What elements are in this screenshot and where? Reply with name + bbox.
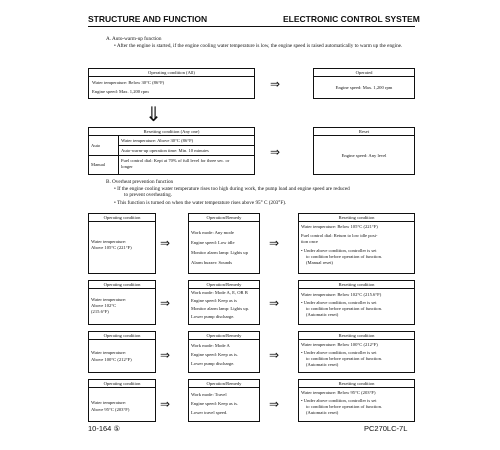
divider [188, 387, 260, 388]
operated-header: Operated [355, 70, 373, 75]
reset-line: Water temperature: Below 95°C (203°F) [301, 390, 376, 395]
section-b-bullet-1: • If the engine cooling water temperature rises too high during work, the pump load and engine speed are reduced [114, 186, 350, 192]
divider [188, 339, 260, 340]
remedy-line: Engine speed: Keep as is [191, 298, 237, 303]
col-operating-condition: Operating condition [103, 333, 141, 338]
section-b-bullet-2: • This function is turned on when the water temperature rises above 95° C (203°F). [114, 200, 287, 206]
remedy-line: Monitor alarm lamp: Lights up [191, 250, 248, 255]
header-rule [88, 26, 415, 27]
divider [188, 221, 260, 222]
divider [88, 221, 156, 222]
col-operation-remedy: Operation/Remedy [206, 215, 242, 220]
reset-line: (Automatic reset) [306, 410, 339, 415]
auto-operation-time: Auto-warm-up operation time: Min. 10 minutes [121, 148, 209, 153]
remedy-line: Work mode: Any mode [191, 230, 234, 235]
down-arrow-icon: ⇓ [145, 102, 162, 126]
divider [298, 288, 415, 289]
col-resetting-condition: Resetting condition [338, 215, 375, 220]
reset-line: • Under above condition, controller is set [301, 398, 377, 403]
remedy-line: Engine speed: Keep as is. [191, 352, 239, 357]
reset-line: (Automatic reset) [306, 362, 339, 367]
resetting-condition-header: Resetting condition (Any one) [143, 129, 200, 134]
right-arrow-icon: ⇒ [270, 145, 281, 159]
condition-line: Water temperature: [91, 297, 127, 302]
col-resetting-condition: Resetting condition [338, 333, 375, 338]
right-arrow-icon: ⇒ [269, 348, 280, 362]
remedy-line: Work mode: Mode A [191, 343, 230, 348]
divider [118, 135, 119, 175]
condition-line: Above 102°C [91, 303, 117, 308]
auto-water-temp: Water temperature: Above 30°C (86°F) [121, 138, 194, 143]
reset-line: • Under above condition, controller is set [301, 300, 377, 305]
op-water-temp: Water temperature: Below 30°C (86°F) [92, 80, 165, 85]
divider [88, 288, 156, 289]
manual-fuel-dial-cont: longer [121, 164, 133, 169]
reset-line: to condition before operation of function. [306, 404, 383, 409]
condition-line: Water temperature: [91, 239, 127, 244]
condition-line: Water temperature: [91, 350, 127, 355]
divider [88, 76, 255, 77]
right-arrow-icon: ⇒ [160, 348, 171, 362]
model-number: PC270LC-7L [364, 424, 408, 433]
right-arrow-icon: ⇒ [160, 296, 171, 310]
reset-engine-speed: Engine speed: Any level [341, 153, 387, 158]
divider [88, 387, 156, 388]
reset-line: Water temperature: Below 105°C (221°F) [301, 224, 378, 229]
remedy-line: Engine speed: Low idle [191, 240, 235, 245]
divider [313, 135, 415, 136]
reset-line: to condition before operation of function. [306, 306, 383, 311]
right-arrow-icon: ⇒ [269, 397, 280, 411]
section-b-bullet-1-cont: to prevent overheating. [124, 192, 172, 198]
divider [298, 339, 415, 340]
operating-condition-header: Operating condition (All) [148, 70, 195, 75]
reset-header: Reset [358, 129, 370, 134]
reset-line: tion once [301, 239, 318, 244]
divider [118, 145, 255, 146]
col-operation-remedy: Operation/Remedy [206, 333, 242, 338]
divider [88, 155, 255, 156]
reset-line: to condition before operation of function. [306, 254, 383, 259]
reset-line: Fuel control dial: Return to low idle posi- [301, 233, 378, 238]
divider [188, 288, 260, 289]
reset-line: • Under above condition, controller is set [301, 248, 377, 253]
reset-line: (Manual reset) [306, 260, 333, 265]
divider [88, 135, 255, 136]
right-arrow-icon: ⇒ [269, 296, 280, 310]
reset-line: • Under above condition, controller is set [301, 350, 377, 355]
col-resetting-condition: Resetting condition [338, 282, 375, 287]
right-arrow-icon: ⇒ [160, 397, 171, 411]
page-number: 10-164 ⑤ [88, 424, 121, 433]
condition-line: Water temperature: [91, 400, 127, 405]
reset-line: Water temperature: Below 102°C (215.6°F) [301, 292, 382, 297]
remedy-line: Lower pump discharge. [191, 361, 235, 366]
system-title: ELECTRONIC CONTROL SYSTEM [283, 14, 420, 24]
divider [298, 387, 415, 388]
reset-line: Water temperature: Below 100°C (212°F) [301, 342, 378, 347]
col-operating-condition: Operating condition [103, 282, 141, 287]
col-resetting-condition: Resetting condition [338, 381, 375, 386]
divider [88, 339, 156, 340]
condition-line: (215.6°F) [91, 309, 109, 314]
reset-line: (Automatic reset) [306, 312, 339, 317]
section-a-title: A. Auto-warm-up function [106, 36, 162, 42]
operated-engine-speed: Engine speed: Max. 1,200 rpm [335, 85, 393, 90]
col-operating-condition: Operating condition [103, 215, 141, 220]
auto-label: Auto [91, 143, 101, 148]
remedy-line: Alarm buzzer: Sounds [191, 260, 233, 265]
col-operating-condition: Operating condition [103, 381, 141, 386]
col-operation-remedy: Operation/Remedy [206, 381, 242, 386]
section-title: STRUCTURE AND FUNCTION [88, 14, 208, 24]
remedy-line: Work mode: Mode A, E, OR B [191, 290, 248, 295]
reset-line: to condition before operation of function. [306, 356, 383, 361]
condition-line: Above 105°C (221°F) [91, 245, 132, 250]
remedy-line: Engine speed: Keep as is. [191, 401, 239, 406]
condition-line: Above 95°C (203°F) [91, 407, 130, 412]
condition-line: Above 100°C (212°F) [91, 357, 132, 362]
section-a-bullet: • After the engine is started, if the engine cooling water temperature is low, the engine speed is raised automatically to warm up the engine. [114, 43, 403, 49]
op-engine-speed: Engine speed: Max. 1,200 rpm [92, 89, 149, 94]
divider [298, 221, 415, 222]
manual-fuel-dial: Fuel control dial: Kept at 70% of full level for three sec. or [121, 158, 230, 163]
right-arrow-icon: ⇒ [270, 77, 281, 91]
remedy-line: Monitor alarm lamp: Lights up. [191, 306, 250, 311]
col-operation-remedy: Operation/Remedy [206, 282, 242, 287]
section-b-title: B. Overheat prevention function [106, 179, 174, 185]
manual-label: Manual [91, 162, 106, 167]
remedy-line: Lower travel speed. [191, 410, 228, 415]
right-arrow-icon: ⇒ [160, 236, 171, 250]
remedy-line: Work mode: Travel [191, 392, 227, 397]
divider [313, 76, 415, 77]
remedy-line: Lower pump discharge. [191, 314, 235, 319]
right-arrow-icon: ⇒ [269, 236, 280, 250]
